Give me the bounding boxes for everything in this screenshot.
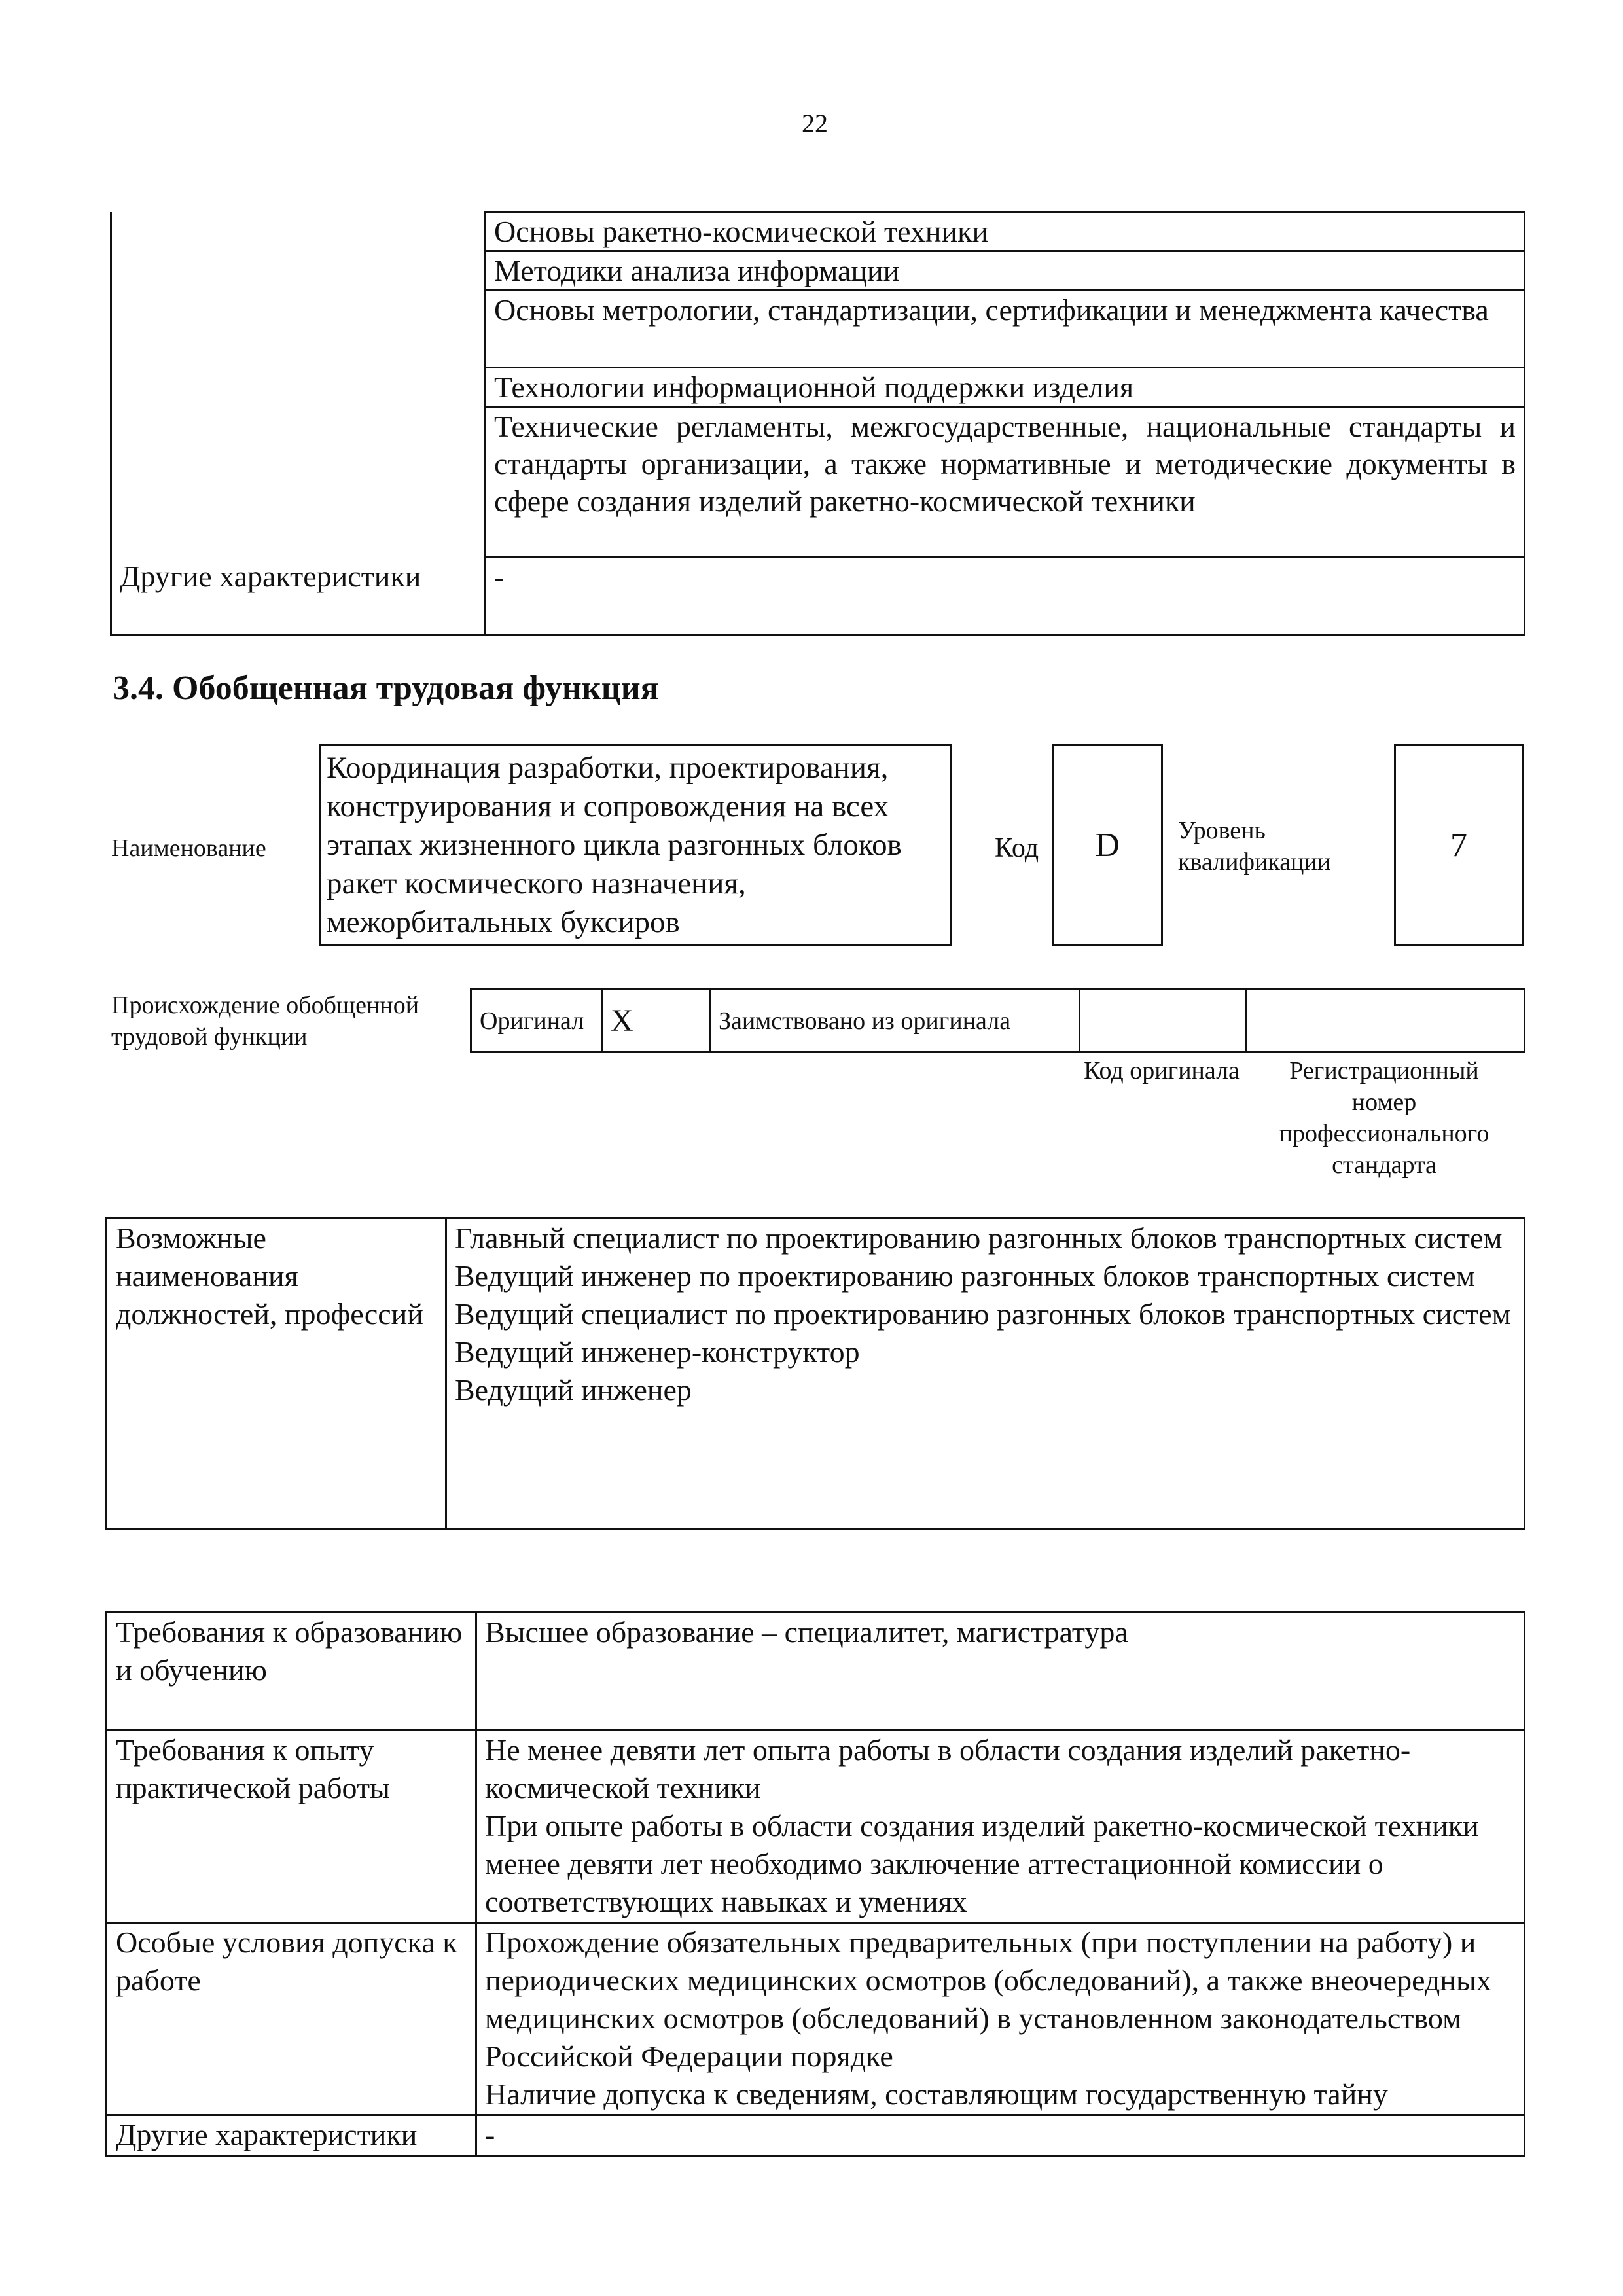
name-value: Координация разработки, проектирования, конструирования и сопровождения на всех этапах жизненного цикла разгонных блоков ракет космического назначения, межорбитальных буксиров [319, 744, 952, 946]
knowledge-item: Основы ракетно-космической техники [486, 212, 1525, 251]
level-label: Уровень квалификации [1178, 817, 1331, 876]
other-characteristics-value: - [486, 558, 1525, 635]
registration-caption: Регистрационный номер профессионального стандарта [1279, 1057, 1489, 1179]
requirements-table [105, 1611, 1525, 2157]
origin-label: Происхождение обобщенной трудовой функции [111, 992, 419, 1050]
education-label: Требования к образованию и обучению [106, 1613, 476, 1731]
code-value: D [1052, 744, 1163, 946]
positions-label: Возможные наименования должностей, профессий [106, 1219, 446, 1529]
original-mark: X [602, 990, 710, 1052]
experience-item: Не менее девяти лет опыта работы в области создания изделий ракетно-космической техники [485, 1733, 1411, 1804]
education-value: Высшее образование – специалитет, магистратура [476, 1613, 1525, 1731]
other-characteristics-label: Другие характеристики [111, 558, 486, 635]
code-caption: Код оригинала [1084, 1057, 1240, 1085]
position-item: Ведущий специалист по проектированию разгонных блоков транспортных систем [455, 1297, 1511, 1331]
code-label: Код [995, 833, 1039, 863]
name-label: Наименование [111, 834, 266, 862]
admission-label: Особые условия допуска к работе [106, 1923, 476, 2115]
registration-number-cell [1247, 990, 1525, 1052]
experience-item: При опыте работы в области создания изделий ракетно-космической техники менее девяти лет необходимо заключение аттестационной комиссии о соответствующих навыках и умениях [485, 1809, 1479, 1918]
borrowed-label: Заимствовано из оригинала [710, 990, 1080, 1052]
other-value: - [476, 2115, 1525, 2156]
position-item: Ведущий инженер-конструктор [455, 1335, 860, 1369]
other-label: Другие характеристики [106, 2115, 476, 2156]
position-item: Ведущий инженер [455, 1373, 692, 1407]
positions-table [105, 1217, 1525, 1530]
positions-list [446, 1219, 1525, 1529]
experience-label: Требования к опыту практической работы [106, 1731, 476, 1923]
position-item: Ведущий инженер по проектированию разгонных блоков транспортных систем [455, 1259, 1475, 1293]
admission-item: Наличие допуска к сведениям, составляющим государственную тайну [485, 2077, 1388, 2111]
section-title: 3.4. Обобщенная трудовая функция [113, 670, 659, 707]
level-value: 7 [1394, 744, 1524, 946]
knowledge-item: Методики анализа информации [486, 251, 1525, 291]
knowledge-item: Основы метрологии, стандартизации, сертификации и менеджмента качества [486, 291, 1525, 368]
admission-item: Прохождение обязательных предварительных (при поступлении на работу) и периодических медицинских осмотров (обследований), а также внеочередных медицинских осмотров (обследований) в установленном законодательством Российской Федерации порядке [485, 1926, 1491, 2073]
knowledge-table [110, 211, 1525, 636]
position-item: Главный специалист по проектированию разгонных блоков транспортных систем [455, 1221, 1503, 1255]
origin-table [470, 988, 1525, 1053]
knowledge-item: Технологии информационной поддержки изделия [486, 368, 1525, 407]
original-code-cell [1080, 990, 1247, 1052]
empty-label-cell [111, 212, 486, 251]
admission-values [476, 1923, 1525, 2115]
original-label: Оригинал [471, 990, 602, 1052]
page-number: 22 [802, 109, 828, 138]
knowledge-item: Технические регламенты, межгосударственные, национальные стандарты и стандарты организации, а также нормативные и методические документы в сфере создания изделий ракетно-космической техники [486, 407, 1525, 558]
experience-values [476, 1731, 1525, 1923]
